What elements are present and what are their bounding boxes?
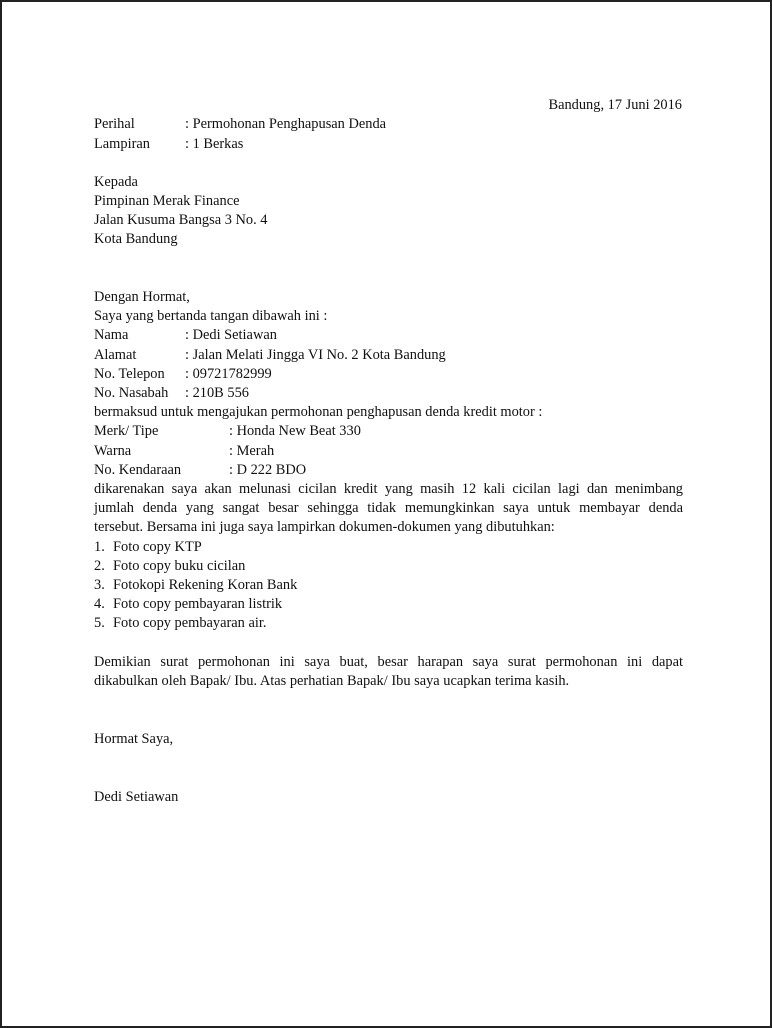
attachment-list-item	[94, 595, 282, 614]
list-text: Foto copy pembayaran air.	[113, 615, 267, 631]
list-text: Fotokopi Rekening Koran Bank	[113, 577, 298, 593]
attachment-value: : 1 Berkas	[185, 136, 244, 152]
intro-text: Saya yang bertanda tangan dibawah ini :	[94, 308, 328, 324]
list-text: Foto copy pembayaran listrik	[113, 596, 283, 612]
attachment-row	[94, 135, 243, 154]
vehicle-row	[94, 442, 274, 461]
vehicle-label: Merk/ Tipe	[94, 423, 159, 439]
applicant-row	[94, 346, 446, 365]
recipient-line: Kota Bandung	[94, 231, 178, 247]
attachment-label: Lampiran	[94, 136, 150, 152]
list-number: 1.	[94, 539, 105, 555]
signature-name: Dedi Setiawan	[94, 789, 179, 805]
attachment-list-item	[94, 557, 245, 576]
closing-line: Demikian surat permohonan ini saya buat, besar harapan saya surat permohonan ini dapat	[94, 654, 683, 670]
list-number: 5.	[94, 615, 105, 631]
list-text: Foto copy KTP	[113, 539, 202, 555]
vehicle-row	[94, 422, 361, 441]
applicant-value: : Dedi Setiawan	[185, 327, 277, 343]
applicant-label: Alamat	[94, 347, 137, 363]
applicant-row	[94, 326, 277, 345]
attachment-list-item	[94, 538, 202, 557]
purpose-text: bermaksud untuk mengajukan permohonan penghapusan denda kredit motor :	[94, 404, 543, 420]
vehicle-row	[94, 461, 306, 480]
vehicle-label: Warna	[94, 443, 132, 459]
reason-line: jumlah denda yang sangat besar sehingga tidak memungkinkan saya untuk membayar denda	[94, 500, 683, 516]
applicant-label: No. Nasabah	[94, 385, 169, 401]
reason-line: tersebut. Bersama ini juga saya lampirkan dokumen-dokumen yang dibutuhkan:	[94, 519, 555, 535]
greeting: Dengan Hormat,	[94, 289, 190, 305]
closing-line: dikabulkan oleh Bapak/ Ibu. Atas perhatian Bapak/ Ibu saya ucapkan terima kasih.	[94, 673, 570, 689]
applicant-value: : Jalan Melati Jingga VI No. 2 Kota Bandung	[185, 347, 446, 363]
vehicle-value: : D 222 BDO	[229, 462, 307, 478]
subject-value: : Permohonan Penghapusan Denda	[185, 116, 387, 132]
recipient-line: Pimpinan Merak Finance	[94, 193, 240, 209]
vehicle-value: : Merah	[229, 443, 275, 459]
list-text: Foto copy buku cicilan	[113, 558, 246, 574]
applicant-row	[94, 365, 272, 384]
applicant-label: No. Telepon	[94, 366, 165, 382]
applicant-row	[94, 384, 249, 403]
attachment-list-item	[94, 614, 266, 633]
vehicle-value: : Honda New Beat 330	[229, 423, 361, 439]
attachment-list-item	[94, 576, 297, 595]
applicant-label: Nama	[94, 327, 129, 343]
list-number: 4.	[94, 596, 105, 612]
place-date: Bandung, 17 Juni 2016	[548, 97, 682, 113]
subject-label: Perihal	[94, 116, 135, 132]
list-number: 2.	[94, 558, 105, 574]
applicant-value: : 210B 556	[185, 385, 249, 401]
sign-off: Hormat Saya,	[94, 731, 174, 747]
reason-line: dikarenakan saya akan melunasi cicilan kredit yang masih 12 kali cicilan lagi dan menimbang	[94, 481, 683, 497]
recipient-line: Kepada	[94, 174, 138, 190]
list-number: 3.	[94, 577, 105, 593]
subject-row	[94, 115, 386, 134]
applicant-value: : 09721782999	[185, 366, 272, 382]
vehicle-label: No. Kendaraan	[94, 462, 182, 478]
recipient-line: Jalan Kusuma Bangsa 3 No. 4	[94, 212, 268, 228]
